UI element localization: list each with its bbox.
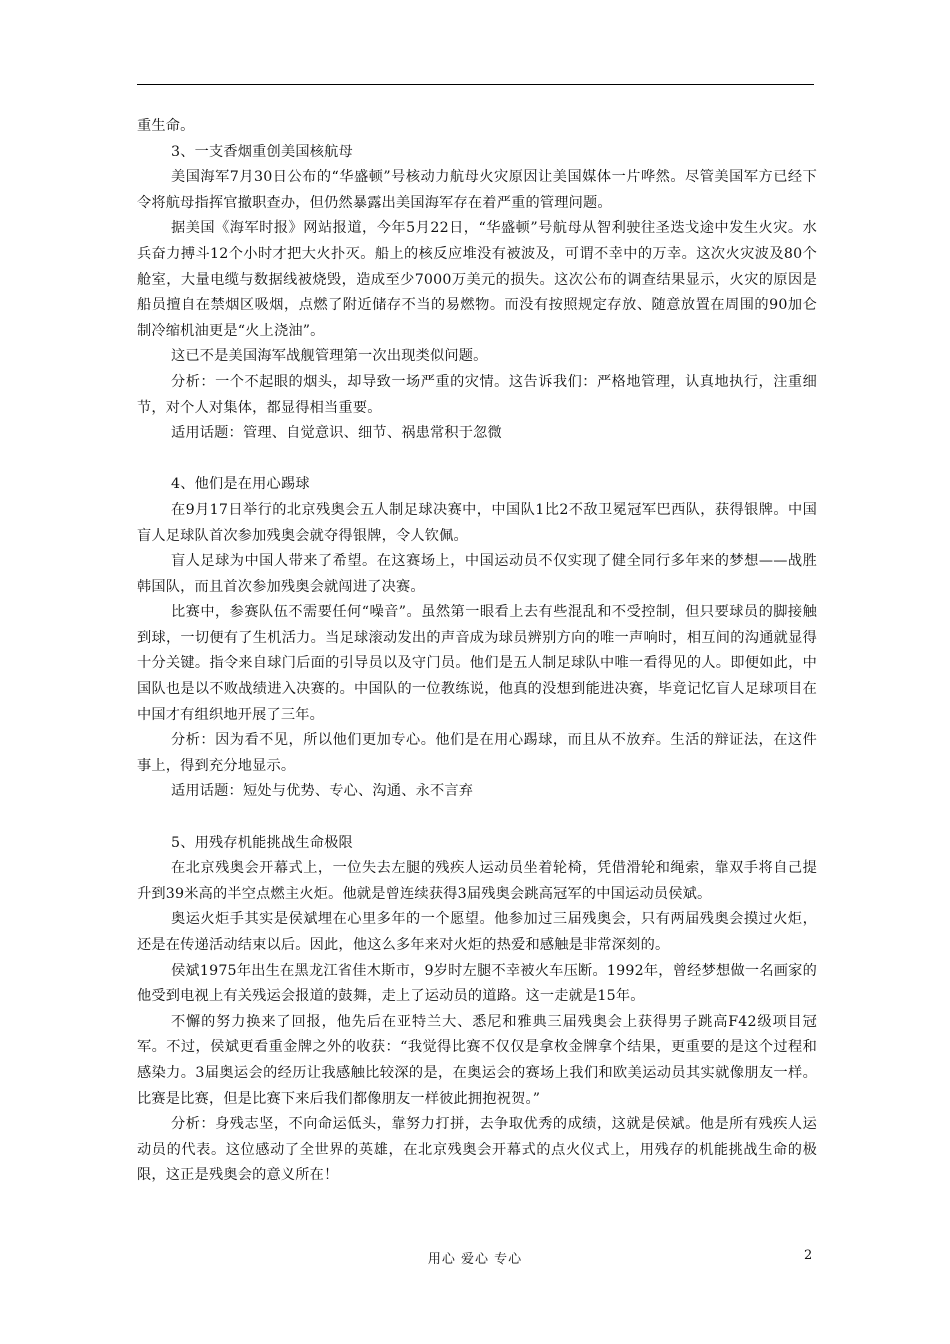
footer-motto: 用心 爱心 专心 [427,1252,523,1267]
paragraph: 分析：身残志坚，不向命运低头，靠努力打拼，去争取优秀的成绩，这就是侯斌。他是所有残疾人运动员的代表。这位感动了全世界的英雄，在北京残奥会开幕式的点火仪式上，用残存的机能挑战生命的极限，这正是残奥会的意义所在！ [137,1116,817,1184]
paragraph: 在9月17日举行的北京残奥会五人制足球决赛中，中国队1比2不敌卫冕冠军巴西队，获得银牌。中国盲人足球队首次参加残奥会就夺得银牌，令人钦佩。 [137,501,817,544]
paragraph: 4、他们是在用心踢球 [171,476,310,493]
paragraph: 美国海军7月30日公布的“华盛顿”号核动力航母火灾原因让美国媒体一片哗然。尽管美国军方已经下令将航母指挥官撤职查办，但仍然暴露出美国海军存在着严重的管理问题。 [137,169,817,211]
paragraph: 在北京残奥会开幕式上，一位失去左腿的残疾人运动员坐着轮椅，凭借滑轮和绳索，靠双手将自己提升到39米高的半空点燃主火炬。他就是曾连续获得3届残奥会跳高冠军的中国运动员侯斌。 [137,860,817,902]
paragraph-gap [137,447,817,473]
paragraph: 3、一支香烟重创美国核航母 [171,143,353,160]
paragraph: 据美国《海军时报》网站报道，今年5月22日，“华盛顿”号航母从智利驶往圣迭戈途中发生火灾。水兵奋力搏斗12个小时才把大火扑灭。船上的核反应堆没有被波及，可谓不幸中的万幸。这次火灾波及80个舱室，大量电缆与数据线被烧毁，造成至少7000万美元的损失。这次公布的调查结果显示，火灾的原因是船员擅自在禁烟区吸烟，点燃了附近储存不当的易燃物。而没有按照规定存放、随意放置在周围的90加仑制冷缩机油更是“火上浇油”。 [137,220,817,339]
paragraph: 5、用残存机能挑战生命极限 [171,834,353,851]
paragraph: 适用话题：管理、自觉意识、细节、祸患常积于忽微 [171,425,502,442]
paragraph: 比赛中，参赛队伍不需要任何“噪音”。虽然第一眼看上去有些混乱和不受控制，但只要球员的脚接触到球，一切便有了生机活力。当足球滚动发出的声音成为球员辨别方向的唯一声响时，相互间的沟通就显得十分关键。指令来自球门后面的引导员以及守门员。他们是五人制足球队中唯一看得见的人。即便如此，中国队也是以不败战绩进入决赛的。中国队的一位教练说，他真的没想到能进决赛，毕竟记忆盲人足球项目在中国才有组织地开展了三年。 [137,604,817,723]
paragraph: 重生命。 [137,118,195,134]
paragraph: 适用话题：短处与优势、专心、沟通、永不言弃 [171,783,474,800]
paragraph-gap [137,805,817,831]
header-rule [137,84,814,85]
paragraph: 侯斌1975年出生在黑龙江省佳木斯市，9岁时左腿不幸被火车压断。1992年，曾经梦想做一名画家的他受到电视上有关残运会报道的鼓舞，走上了运动员的道路。这一走就是15年。 [137,962,817,1005]
paragraph: 不懈的努力换来了回报，他先后在亚特兰大、悉尼和雅典三届残奥会上获得男子跳高F42级项目冠军。不过，侯斌更看重金牌之外的收获：“我觉得比赛不仅仅是拿枚金牌拿个结果，更重要的是这个过程和感染力。3届奥运会的经历让我感触比较深的是，在奥运会的赛场上我们和欧美运动员其实就像朋友一样。比赛是比赛，但是比赛下来后我们都像朋友一样彼此拥抱祝贺。” [137,1013,817,1107]
page-number: 2 [804,1248,813,1263]
paragraph: 奥运火炬手其实是侯斌埋在心里多年的一个愿望。他参加过三届残奥会，只有两届残奥会摸过火炬，还是在传递活动结束以后。因此，他这么多年来对火炬的热爱和感触是非常深刻的。 [137,911,817,953]
paragraph: 分析：因为看不见，所以他们更加专心。他们是在用心踢球，而且从不放弃。生活的辩证法，在这件事上，得到充分地显示。 [137,732,817,774]
paragraph: 这已不是美国海军战舰管理第一次出现类似问题。 [171,348,488,365]
body-text [137,114,817,1189]
paragraph: 盲人足球为中国人带来了希望。在这赛场上，中国运动员不仅实现了健全同行多年来的梦想——战胜韩国队，而且首次参加残奥会就闯进了决赛。 [137,553,817,595]
paragraph: 分析：一个不起眼的烟头，却导致一场严重的灾情。这告诉我们：严格地管理，认真地执行，注重细节，对个人对集体，都显得相当重要。 [137,373,817,416]
